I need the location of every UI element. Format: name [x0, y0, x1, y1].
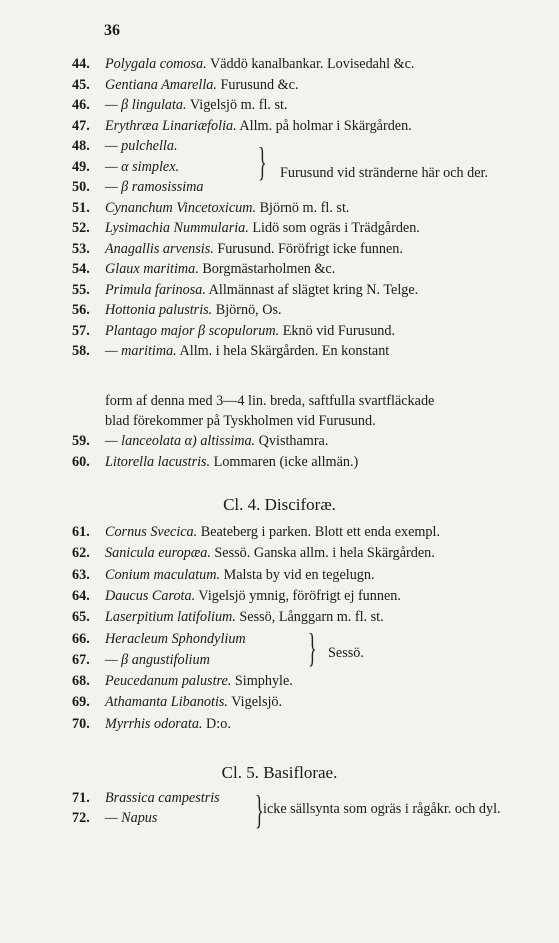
- species-name: Athamanta Libanotis.: [105, 694, 228, 711]
- entry-number: 56.: [72, 302, 90, 318]
- entry-60: [0, 454, 559, 474]
- entry-number: 54.: [72, 261, 90, 277]
- entry-44: [0, 56, 559, 76]
- page-number: 36: [104, 22, 120, 39]
- species-name: Hottonia palustris.: [105, 302, 213, 318]
- entry-56: [0, 302, 559, 322]
- entry-69: [0, 694, 559, 714]
- entry-number: 67.: [72, 651, 90, 668]
- entry-number: 61.: [72, 524, 90, 540]
- locality: Eknö vid Furusund.: [282, 322, 396, 339]
- species-name: — β lingulata.: [105, 97, 187, 113]
- locality: Lidö som ogräs i Trädgården.: [252, 220, 420, 236]
- entry-number: 50.: [72, 179, 90, 195]
- entry-number: 45.: [72, 76, 90, 93]
- species-name: Myrrhis odorata.: [105, 715, 203, 732]
- locality: Allm. i hela Skärgården. En konstant: [179, 343, 390, 359]
- species-name: Laserpitium latifolium.: [105, 609, 236, 626]
- locality: Allmännast af slägtet kring N. Telge.: [208, 281, 419, 298]
- species-name: Brassica campestris: [105, 790, 220, 806]
- species-name: Cynanchum Vincetoxicum.: [105, 199, 257, 216]
- brace-text-66-67: Sessö.: [328, 645, 364, 661]
- entry-48: [0, 138, 559, 158]
- brace-71-72: }: [255, 787, 264, 832]
- entry-57: [0, 323, 559, 343]
- locality: D:o.: [206, 715, 231, 732]
- entry-number: 52.: [72, 220, 90, 236]
- species-name: — lanceolata α) altissima.: [105, 433, 256, 449]
- entry-number: 48.: [72, 138, 90, 154]
- locality: Sessö. Ganska allm. i hela Skärgården.: [214, 545, 435, 562]
- brace-text-71-72: icke sällsynta som ogräs i rågåkr. och dyl.: [263, 801, 501, 817]
- entry-55: [0, 282, 559, 302]
- brace-66-67: }: [308, 625, 317, 670]
- species-name: — maritima.: [105, 343, 177, 359]
- locality: Beateberg i parken. Blott ett enda exempl.: [200, 524, 441, 540]
- entry-59: [0, 433, 559, 453]
- locality: Qvisthamra.: [258, 433, 329, 449]
- entry-52: [0, 220, 559, 240]
- entry-58-continuation-2: blad förekommer på Tyskholmen vid Furusund.: [105, 413, 376, 429]
- species-name: — pulchella.: [105, 138, 178, 154]
- locality: Vigelsjö.: [231, 694, 283, 711]
- species-name: Lysimachia Nummularia.: [105, 220, 249, 236]
- locality: Väddö kanalbankar. Lovisedahl &c.: [209, 56, 415, 72]
- species-name: Heracleum Sphondylium: [105, 630, 246, 647]
- species-name: Conium maculatum.: [105, 566, 221, 583]
- entry-46: [0, 97, 559, 117]
- locality: Malsta by vid en tegelugn.: [223, 566, 375, 583]
- entry-number: 64.: [72, 587, 90, 604]
- locality: Björnö, Os.: [215, 302, 282, 318]
- entry-number: 49.: [72, 158, 90, 175]
- entry-51: [0, 200, 559, 220]
- species-name: Litorella lacustris.: [105, 453, 211, 470]
- entry-54: [0, 261, 559, 281]
- species-name: Sanicula europæa.: [105, 545, 211, 562]
- entry-45: [0, 77, 559, 97]
- brace-text-48-50: Furusund vid stränderne här och der.: [280, 165, 489, 181]
- locality: Borgmästarholmen &c.: [202, 261, 336, 277]
- entry-number: 70.: [72, 715, 90, 732]
- entry-58-continuation-1: form af denna med 3—4 lin. breda, saftfulla svartfläckade: [105, 393, 435, 409]
- species-name: Gentiana Amarella.: [105, 76, 217, 93]
- locality: Lommaren (icke allmän.): [213, 453, 359, 470]
- species-name: Glaux maritima.: [105, 261, 199, 277]
- entry-number: 47.: [72, 117, 90, 134]
- class-4-heading: Cl. 4. Disciforæ.: [223, 495, 336, 514]
- species-name: Primula farinosa.: [105, 281, 206, 298]
- entry-47: [0, 118, 559, 138]
- entry-66: [0, 631, 559, 651]
- entry-61: [0, 524, 559, 544]
- entry-number: 44.: [72, 56, 90, 72]
- entry-number: 72.: [72, 810, 90, 826]
- brace-48-50: }: [258, 139, 267, 184]
- locality: Allm. på holmar i Skärgården.: [239, 117, 412, 134]
- species-name: — α simplex.: [105, 158, 180, 175]
- locality: Björnö m. fl. st.: [259, 199, 350, 216]
- entry-number: 62.: [72, 545, 90, 562]
- locality: Simphyle.: [234, 673, 293, 690]
- entry-number: 71.: [72, 790, 90, 806]
- entry-number: 66.: [72, 630, 90, 647]
- species-name: Peucedanum palustre.: [105, 673, 232, 690]
- entry-number: 46.: [72, 97, 90, 113]
- entry-number: 65.: [72, 609, 90, 626]
- entry-65: [0, 609, 559, 629]
- entry-53: [0, 241, 559, 261]
- species-name: Daucus Carota.: [105, 587, 196, 604]
- entry-50: [0, 179, 559, 199]
- entry-58: [0, 343, 559, 363]
- species-name: Plantago major β scopulorum.: [105, 322, 280, 339]
- entry-number: 58.: [72, 343, 90, 359]
- locality: Sessö, Långgarn m. fl. st.: [239, 609, 384, 626]
- entry-number: 69.: [72, 694, 90, 711]
- entry-67: [0, 652, 559, 672]
- entry-number: 57.: [72, 322, 90, 339]
- species-name: — β angustifolium: [105, 651, 210, 668]
- entry-70: [0, 716, 559, 736]
- entry-68: [0, 673, 559, 693]
- entry-number: 60.: [72, 453, 90, 470]
- entry-number: 53.: [72, 240, 90, 257]
- species-name: Polygala comosa.: [105, 56, 207, 72]
- species-name: Erythræa Linariæfolia.: [105, 117, 237, 134]
- species-name: — Napus: [105, 810, 158, 826]
- locality: Furusund &c.: [220, 76, 299, 93]
- locality: Vigelsjö ymnig, föröfrigt ej funnen.: [198, 587, 401, 604]
- entry-number: 51.: [72, 199, 90, 216]
- species-name: Anagallis arvensis.: [105, 240, 214, 257]
- class-5-heading: Cl. 5. Basiflorae.: [221, 763, 338, 782]
- entry-62: [0, 545, 559, 565]
- locality: Furusund. Föröfrigt icke funnen.: [217, 240, 403, 257]
- species-name: Cornus Svecica.: [105, 524, 198, 540]
- entry-number: 68.: [72, 673, 90, 690]
- entry-number: 55.: [72, 281, 90, 298]
- entry-number: 63.: [72, 566, 90, 583]
- species-name: — β ramosissima: [105, 179, 204, 195]
- entry-64: [0, 588, 559, 608]
- locality: Vigelsjö m. fl. st.: [189, 97, 288, 113]
- entry-63: [0, 567, 559, 587]
- entry-number: 59.: [72, 433, 90, 449]
